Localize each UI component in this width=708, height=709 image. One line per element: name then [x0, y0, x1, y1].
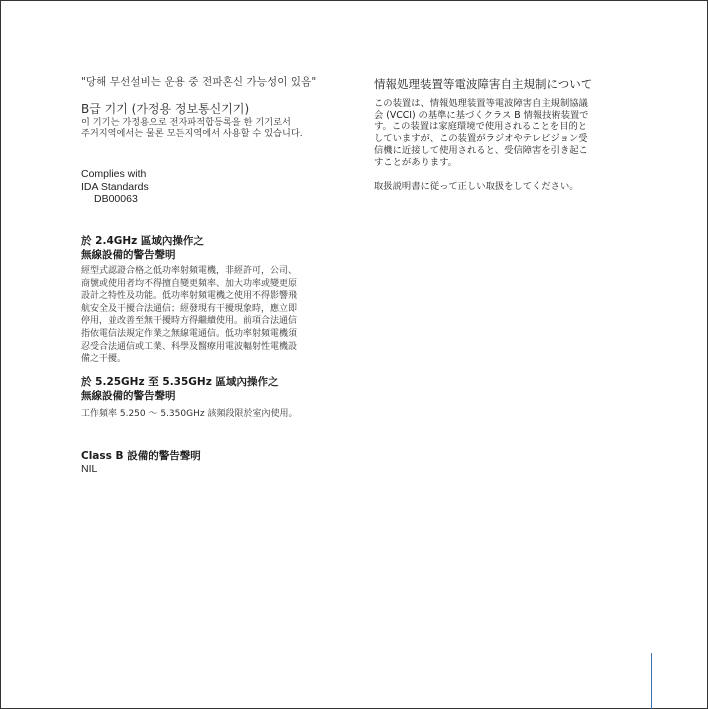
class-b-heading-text: Class B 設備的警告聲明: [81, 450, 201, 462]
compliance-line-3: DB00063: [94, 193, 138, 205]
compliance-line-2: IDA Standards: [81, 180, 149, 193]
taiwan-525ghz-heading-line-1: 於 5.25GHz 至 5.35GHz 區域內操作之: [81, 376, 279, 388]
korean-body: [81, 117, 303, 139]
compliance-line-1: Complies with: [81, 168, 147, 180]
taiwan-525ghz-heading-line-2: 無線設備的警告聲明: [81, 390, 176, 402]
japan-heading: 情報処理装置等電波障害自主規制について: [374, 77, 593, 91]
taiwan-525ghz-body: 工作頻率 5.250 ～ 5.350GHz 該頻段限於室內使用。: [81, 409, 298, 419]
japan-body-last: 取扱説明書に従って正しい取扱をしてください。: [374, 181, 579, 192]
korean-body-line-1: 이 기기는 가정용으로 전자파적합등록을 한 기기로서: [81, 117, 291, 128]
compliance-block: [81, 168, 149, 206]
taiwan-24ghz-heading-line-2: 無線設備的警告聲明: [81, 249, 176, 261]
taiwan-525ghz-heading: [81, 375, 278, 403]
taiwan-24ghz-heading-line-1: 於 2.4GHz 區域內操作之: [81, 235, 204, 247]
korean-body-line-2: 주거지역에서는 물론 모든지역에서 사용할 수 있습니다.: [81, 128, 303, 139]
japan-body: この装置は、情報処理装置等電波障害自主規制協議 会 (VCCI) の基準に基づくクラス B 情報技術装置で す。この装置は家庭環境で使用されることを目的と していますが、この装置がラジオやテレビジョン受 信機に近接して使用されると、受信障害を引き起こ すことがあります。: [374, 98, 589, 168]
class-b-body: NIL: [81, 463, 98, 475]
class-b-heading: [81, 449, 201, 463]
taiwan-24ghz-heading: [81, 234, 204, 262]
taiwan-24ghz-body: 經型式認證合格之低功率射頻電機，非經許可，公司、 商號或使用者均不得擅自變更頻率、加大功率或變更原 設計之特性及功能。低功率射頻電機之使用不得影響飛 航安全及干擾合法通信；經發現有干擾現象時，應立即 停用，並改善至無干擾時方得繼續使用。前項合法通信 指依電信法規定作業之無線電通信。低功率射頻電機須 忍受合法通信或工業、科學及醫療用電波輻射性電機設 備之干擾。: [81, 266, 298, 365]
korean-heading: B급 기기 (가정용 정보통신기기): [81, 102, 250, 116]
page-edge-rule: [651, 653, 652, 709]
korean-quote: "당해 무선설비는 운용 중 전파혼신 가능성이 있음": [81, 76, 317, 88]
